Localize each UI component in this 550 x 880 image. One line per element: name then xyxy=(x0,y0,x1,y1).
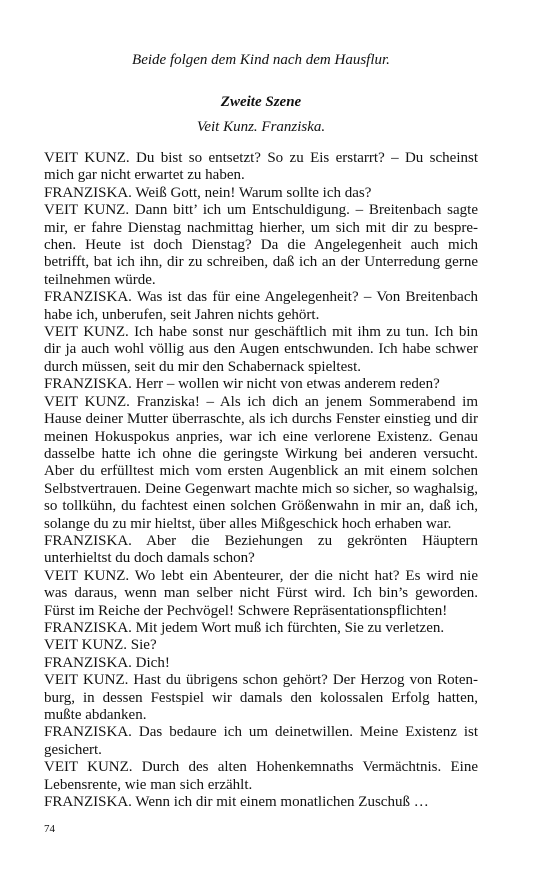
dialogue-line: VEIT KUNZ. Wo lebt ein Abenteurer, der die nicht hat? Es wird nie was daraus, wenn man selber nicht Fürst wird. Ich bin’s geworden. Fürst im Reiche der Pechvögel! Schwere Repräsentationspflichten! xyxy=(44,567,478,619)
dialogue-line: FRANZISKA. Das bedaure ich um deinetwillen. Meine Existenz ist gesichert. xyxy=(44,724,478,758)
dialogue-line: FRANZISKA. Weiß Gott, nein! Warum sollte ich das? xyxy=(44,184,372,201)
dialogue-line: FRANZISKA. Dich! xyxy=(44,654,170,671)
dialogue-line: FRANZISKA. Aber die Beziehungen zu gekrönten Häuptern unterhieltst du doch damals schon? xyxy=(44,532,478,567)
dialogue-line: VEIT KUNZ. Dann bitt’ ich um Entschuldigung. – Breitenbach sagte mir, er fahre Dienstag nachmittag hierher, um sich mit dir zu besprechen. Heute ist doch Dienstag? Da die Angelegenheit auch mich betrifft, bat ich ihn, dir zu schreiben, daß ich an der Unterredung gerne teilnehmen würde. xyxy=(44,202,478,288)
dialogue-line: FRANZISKA. Herr – wollen wir nicht von etwas anderem reden? xyxy=(44,376,440,393)
dialogue-line: VEIT KUNZ. Sie? xyxy=(44,637,157,654)
page-number: 74 xyxy=(44,823,55,835)
dialogue-line: FRANZISKA. Mit jedem Wort muß ich fürchten, Sie zu verletzen. xyxy=(44,619,445,636)
dialogue-line: VEIT KUNZ. Hast du übrigens schon gehört? Der Herzog von Rotenburg, in dessen Festspiel wir damals den kolossalen Erfolg hatten, mußte abdanken. xyxy=(44,672,478,723)
dialogue-text xyxy=(44,150,478,811)
scene-characters: Veit Kunz. Franziska. xyxy=(196,119,326,135)
dialogue-line: FRANZISKA. Wenn ich dir mit einem monatlichen Zuschuß … xyxy=(44,794,429,811)
dialogue-line: VEIT KUNZ. Du bist so entsetzt? So zu Eis erstarrt? – Du scheinst mich gar nicht erwartet zu haben. xyxy=(44,150,478,184)
dialogue-line: VEIT KUNZ. Durch des alten Hohenkemnaths Vermächtnis. Eine Lebensrente, wie man sich erzählt. xyxy=(44,759,478,793)
dialogue-line: FRANZISKA. Was ist das für eine Angelegenheit? – Von Breitenbach habe ich, unberufen, seit Jahren nichts gehört. xyxy=(44,289,478,323)
stage-direction: Beide folgen dem Kind nach dem Hausflur. xyxy=(132,52,390,68)
dialogue-line: VEIT KUNZ. Franziska! – Als ich dich an jenem Sommerabend im Hause deiner Mutter überraschte, als ich durchs Fenster einstieg und dir meinen Hokuspokus anpries, war ich eine verlorene Existenz. Genau dasselbe hatte ich ohne die geringste Wirkung bei anderen versucht. Aber du erfülltest mich vom ersten Augenblick an mit einem solchen Selbstvertrauen. Deine Gegenwart machte mich so sicher, so waghalsig, so tollkühn, du fachtest einen solchen Größenwahn in mir an, daß ich, solange du zu mir hieltst, über alles Mißgeschick hoch erhaben war. xyxy=(44,393,478,532)
dialogue-line: VEIT KUNZ. Ich habe sonst nur geschäftlich mit ihm zu tun. Ich bin dir ja auch wohl völlig aus den Augen entschwunden. Ich habe schwer durch müssen, seit du mir den Schabernack spieltest. xyxy=(44,324,478,375)
scene-title: Zweite Szene xyxy=(220,94,302,110)
